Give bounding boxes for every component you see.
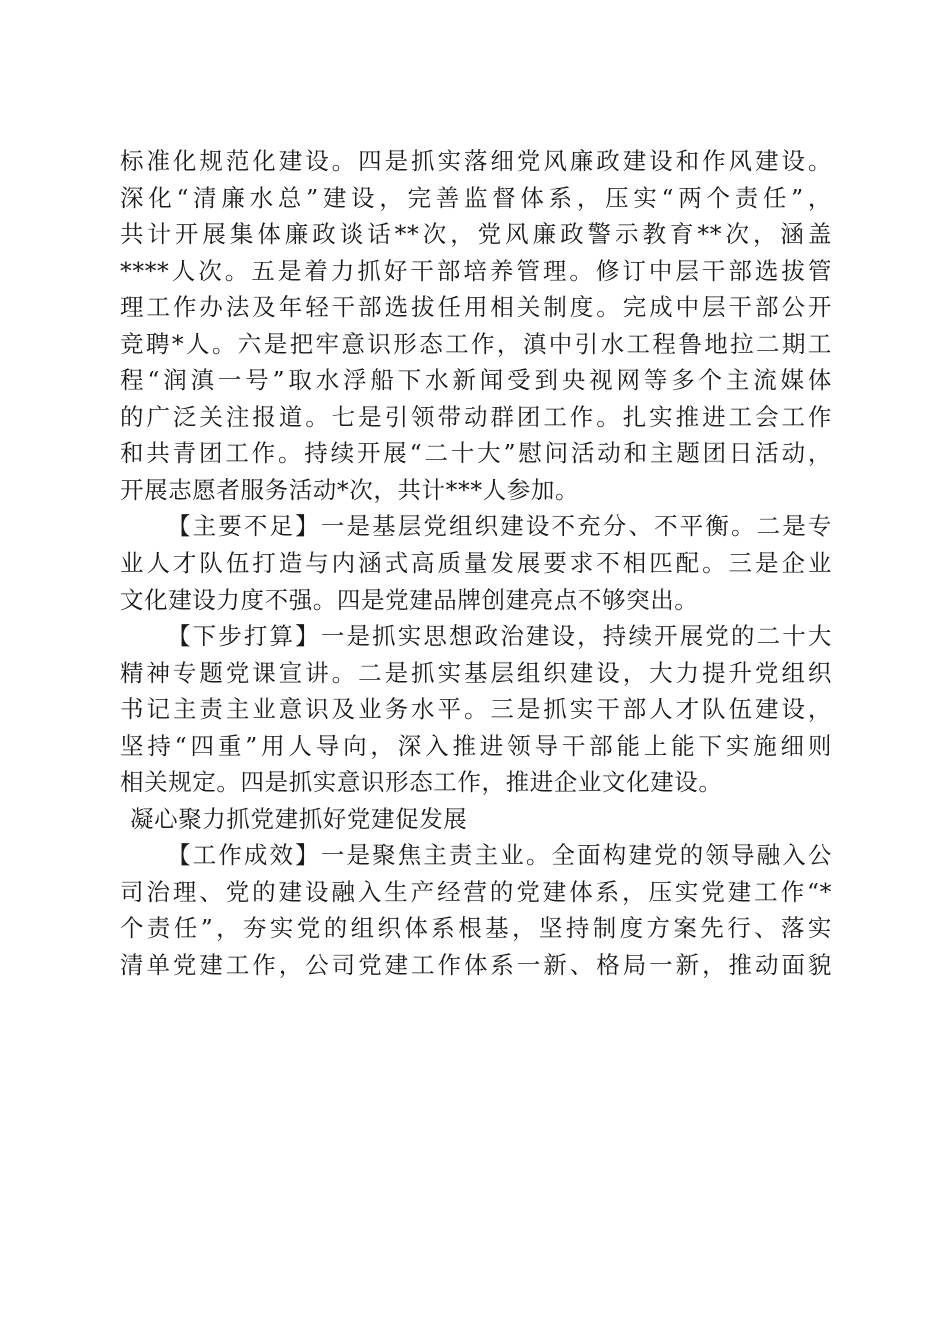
text-line: 深化“清廉水总”建设，完善监督体系，压实“两个责任”， — [120, 183, 832, 212]
text-line: 标准化规范化建设。四是抓实落细党风廉政建设和作风建设。 — [120, 147, 832, 175]
text-line: 程“润滇一号”取水浮船下水新闻受到央视网等多个主流媒体 — [120, 366, 832, 395]
text-line: 精神专题党课宣讲。二是抓实基层组织建设，大力提升党组织 — [120, 658, 832, 687]
paragraph-shortcomings — [120, 508, 832, 618]
text-line: 文化建设力度不强。四是党建品牌创建亮点不够突出。 — [120, 585, 699, 614]
text-line: 清单党建工作，公司党建工作体系一新、格局一新，推动面貌 — [120, 951, 832, 980]
document-body — [120, 143, 832, 984]
text-line: 书记主责主业意识及业务水平。三是抓实干部人才队伍建设， — [120, 695, 832, 724]
text-line: 共计开展集体廉政谈话**次，党风廉政警示教育**次，涵盖 — [120, 220, 832, 249]
text-line: 理工作办法及年轻干部选拔任用相关制度。完成中层干部公开 — [120, 293, 832, 322]
text-line: 坚持“四重”用人导向，深入推进领导干部能上能下实施细则 — [120, 731, 832, 760]
text-line: 【工作成效】一是聚焦主责主业。全面构建党的领导融入公 — [167, 841, 832, 870]
paragraph-achievements — [120, 837, 832, 983]
paragraph-continuation — [120, 143, 832, 508]
text-line: 个责任”，夯实党的组织体系根基，坚持制度方案先行、落实 — [120, 914, 832, 943]
text-line: 竞聘*人。六是把牢意识形态工作，滇中引水工程鲁地拉二期工 — [120, 329, 832, 358]
section-title-text: 凝心聚力抓党建抓好党建促发展 — [130, 804, 468, 833]
text-line: 司治理、党的建设融入生产经营的党建体系，压实党建工作“* — [120, 877, 832, 906]
paragraph-next-steps — [120, 618, 832, 801]
text-line: 的广泛关注报道。七是引领带动群团工作。扎实推进工会工作 — [120, 402, 832, 431]
text-line: 和共青团工作。持续开展“二十大”慰问活动和主题团日活动， — [120, 439, 832, 468]
text-line: 开展志愿者服务活动*次，共计***人参加。 — [120, 475, 580, 504]
text-line: 相关规定。四是抓实意识形态工作，推进企业文化建设。 — [120, 768, 723, 797]
section-title — [120, 801, 832, 838]
text-line: 业人才队伍打造与内涵式高质量发展要求不相匹配。三是企业 — [120, 549, 832, 578]
text-line: 【下步打算】一是抓实思想政治建设，持续开展党的二十大 — [167, 622, 832, 651]
text-line: 【主要不足】一是基层党组织建设不充分、不平衡。二是专 — [167, 512, 832, 541]
text-line: ****人次。五是着力抓好干部培养管理。修订中层干部选拔管 — [120, 256, 832, 285]
